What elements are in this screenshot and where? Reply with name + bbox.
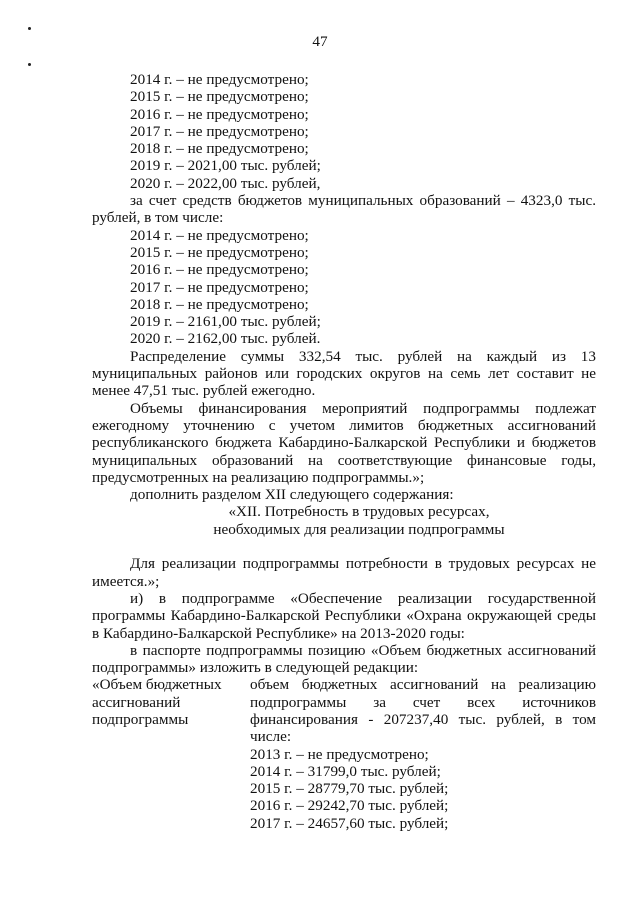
table-row <box>92 694 596 711</box>
table-row <box>92 815 596 832</box>
text-line: за счет средств бюджетов муниципальных образований – 4323,0 тыс. <box>130 192 596 210</box>
list-item: 2014 г. – не предусмотрено; <box>130 226 309 244</box>
table-cell-label: «Объем бюджетных <box>92 676 222 694</box>
list-item: 2016 г. – не предусмотрено; <box>130 261 309 279</box>
list-item: 2019 г. – 2161,00 тыс. рублей; <box>130 313 321 331</box>
text-line: предусмотренных на реализацию подпрограммы.»; <box>92 468 425 486</box>
text-line: муниципальных образований на соответствующие финансовые годы, <box>92 451 596 469</box>
list-municipal-budget <box>92 227 596 348</box>
text-line: муниципальных районов или городских округов на семь лет составит не <box>92 365 596 383</box>
list-item: 2015 г. – не предусмотрено; <box>130 88 309 106</box>
table-row <box>92 711 596 728</box>
table-row <box>92 676 596 693</box>
text-line: в Кабардино-Балкарской Республике» на 2013-2020 годы: <box>92 624 465 642</box>
list-item: 2015 г. – не предусмотрено; <box>130 243 309 261</box>
table-row <box>92 746 596 763</box>
text-line: Распределение суммы 332,54 тыс. рублей на каждый из 13 <box>130 347 596 365</box>
paragraph-item-i <box>92 590 596 642</box>
paragraph-labor <box>92 555 596 590</box>
text-line: и) в подпрограмме «Обеспечение реализации государственной <box>130 589 596 607</box>
text-line: программы Кабардино-Балкарской Республики «Охрана окружающей среды <box>92 607 596 625</box>
list-item: 2017 г. – не предусмотрено; <box>130 122 309 140</box>
scan-speck <box>28 63 31 66</box>
table-row <box>92 780 596 797</box>
text-line: Объемы финансирования мероприятий подпрограммы подлежат <box>130 399 596 417</box>
table-cell-value: 2017 г. – 24657,60 тыс. рублей; <box>250 814 449 832</box>
spacer <box>92 538 596 555</box>
table-cell-value: числе: <box>250 728 292 746</box>
list-item: 2020 г. – 2162,00 тыс. рублей. <box>130 330 321 348</box>
table-cell-value: подпрограммы за счет всех источников <box>250 693 596 711</box>
list-item: 2020 г. – 2022,00 тыс. рублей, <box>130 174 321 192</box>
list-item: 2016 г. – не предусмотрено; <box>130 105 309 123</box>
page-number: 47 <box>312 33 328 50</box>
supplement-instruction: дополнить разделом XII следующего содержания: <box>130 486 454 504</box>
table-row <box>92 797 596 814</box>
list-item: 2019 г. – 2021,00 тыс. рублей; <box>130 157 321 175</box>
list-item: 2018 г. – не предусмотрено; <box>130 140 309 158</box>
passport-table <box>92 676 596 832</box>
list-item: 2014 г. – не предусмотрено; <box>130 71 309 88</box>
scan-speck <box>28 27 31 30</box>
text-line: менее 47,51 тыс. рублей ежегодно. <box>92 382 316 400</box>
text-line: рублей, в том числе: <box>92 209 224 227</box>
table-cell-value: финансирования - 207237,40 тыс. рублей, в том <box>250 710 596 728</box>
text-line: ежегодному уточнению с учетом лимитов бюджетных ассигнований <box>92 416 596 434</box>
paragraph-distribution <box>92 348 596 400</box>
paragraph-volumes <box>92 400 596 486</box>
table-cell-label: ассигнований <box>92 693 181 711</box>
paragraph-passport <box>92 642 596 677</box>
heading-line: «XII. Потребность в трудовых ресурсах, <box>228 503 490 521</box>
text-line: в паспорте подпрограммы позицию «Объем бюджетных ассигнований <box>130 641 596 659</box>
table-cell-value: 2014 г. – 31799,0 тыс. рублей; <box>250 762 441 780</box>
document-body <box>92 71 596 832</box>
table-cell-label: подпрограммы <box>92 710 189 728</box>
text-line: Для реализации подпрограммы потребности в трудовых ресурсах не <box>130 555 596 573</box>
table-row <box>92 728 596 745</box>
table-cell-value: объем бюджетных ассигнований на реализацию <box>250 676 596 694</box>
table-cell-value: 2015 г. – 28779,70 тыс. рублей; <box>250 780 449 798</box>
text-line: республиканского бюджета Кабардино-Балкарской Республики и бюджетов <box>92 434 596 452</box>
paragraph-municipal-budget <box>92 192 596 227</box>
table-cell-value: 2016 г. – 29242,70 тыс. рублей; <box>250 797 449 815</box>
list-republican-budget <box>92 71 596 192</box>
list-item: 2017 г. – не предусмотрено; <box>130 278 309 296</box>
heading-line: необходимых для реализации подпрограммы <box>213 520 505 538</box>
section-heading <box>92 503 596 538</box>
list-item: 2018 г. – не предусмотрено; <box>130 295 309 313</box>
text-line: имеется.»; <box>92 572 160 590</box>
table-cell-value: 2013 г. – не предусмотрено; <box>250 745 429 763</box>
text-line: подпрограммы» изложить в следующей редакции: <box>92 659 419 677</box>
table-row <box>92 763 596 780</box>
